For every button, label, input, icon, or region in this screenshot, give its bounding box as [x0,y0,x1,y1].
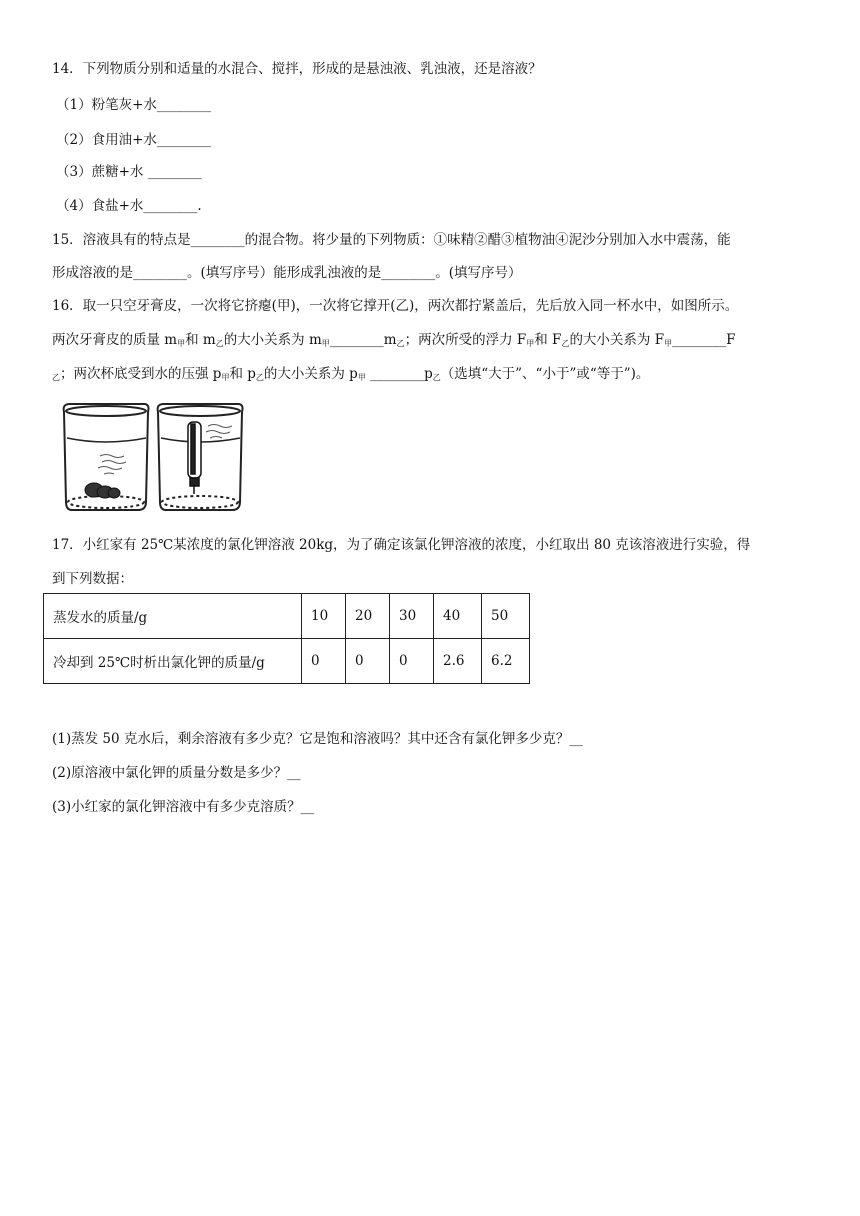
table-cell: 蒸发水的质量/g [44,594,302,639]
table-cell: 50 [482,594,530,639]
q16-line-1: 16．取一只空牙膏皮，一次将它挤瘪(甲)，一次将它撑开(乙)，两次都拧紧盖后，先后放入同一杯水中，如图所示。 [52,298,739,314]
data-table [43,593,530,684]
expanded-tube [188,422,201,494]
q17-sub-2: (2)原溶液中氯化钾的质量分数是多少？__ [52,765,301,781]
q14-item-4: （4）食盐+水________. [56,198,202,214]
q16-line-2: 两次牙膏皮的质量 $m_甲$和 $m_乙$的大小关系为 $m_甲\_\_\_\_\_\_\_\_m_乙$；两次所受的浮力 $F_甲$和 $F_乙$的大小关系为 $F_甲\_\_\_\_\_\_\_\_F$ [52,332,736,348]
table-cell: 冷却到 25℃时析出氯化钾的质量/g [44,639,302,684]
q17-line-2: 到下列数据： [52,571,133,587]
q16-line-3: $_乙$；两次杯底受到水的压强 $p_甲$和 $p_乙$的大小关系为 $p_甲$ $\_\_\_\_\_\_\_\_p_乙$（选填“大于”、“小于”或“等于”)。 [52,366,650,382]
table-row [44,639,530,684]
table-cell: 6.2 [482,639,530,684]
q14-item-1: （1）粉笔灰+水________ [56,97,211,113]
squashed-tube [85,483,120,498]
table-row [44,594,530,639]
q17-line-1: 17．小红家有 25℃某浓度的氯化钾溶液 20kg，为了确定该氯化钾溶液的浓度，小红取出 80 克该溶液进行实验，得 [52,537,751,553]
q14-stem: 14．下列物质分别和适量的水混合、搅拌，形成的是悬浊液、乳浊液，还是溶液？ [52,61,542,77]
table-cell: 40 [434,594,482,639]
q15-line-1: 15．溶液具有的特点是________的混合物。将少量的下列物质：①味精②醋③植物油④泥沙分别加入水中震荡，能 [52,232,731,248]
table-cell: 0 [390,639,434,684]
q15-line-2: 形成溶液的是________。(填写序号）能形成乳浊液的是________。(填写序号） [52,265,522,281]
q14-item-2: （2）食用油+水________ [56,132,211,148]
table-cell: 0 [346,639,390,684]
table-cell: 10 [302,594,346,639]
table-cell: 2.6 [434,639,482,684]
table-cell: 20 [346,594,390,639]
q14-item-3: （3）蔗糖+水 ________ [56,164,202,180]
q17-sub-1: (1)蒸发 50 克水后，剩余溶液有多少克？它是饱和溶液吗？其中还含有氯化钾多少克？__ [52,731,583,747]
q17-sub-3: (3)小红家的氯化钾溶液中有多少克溶质？__ [52,799,315,815]
beakers-figure [58,398,254,514]
table-cell: 30 [390,594,434,639]
table-cell: 0 [302,639,346,684]
